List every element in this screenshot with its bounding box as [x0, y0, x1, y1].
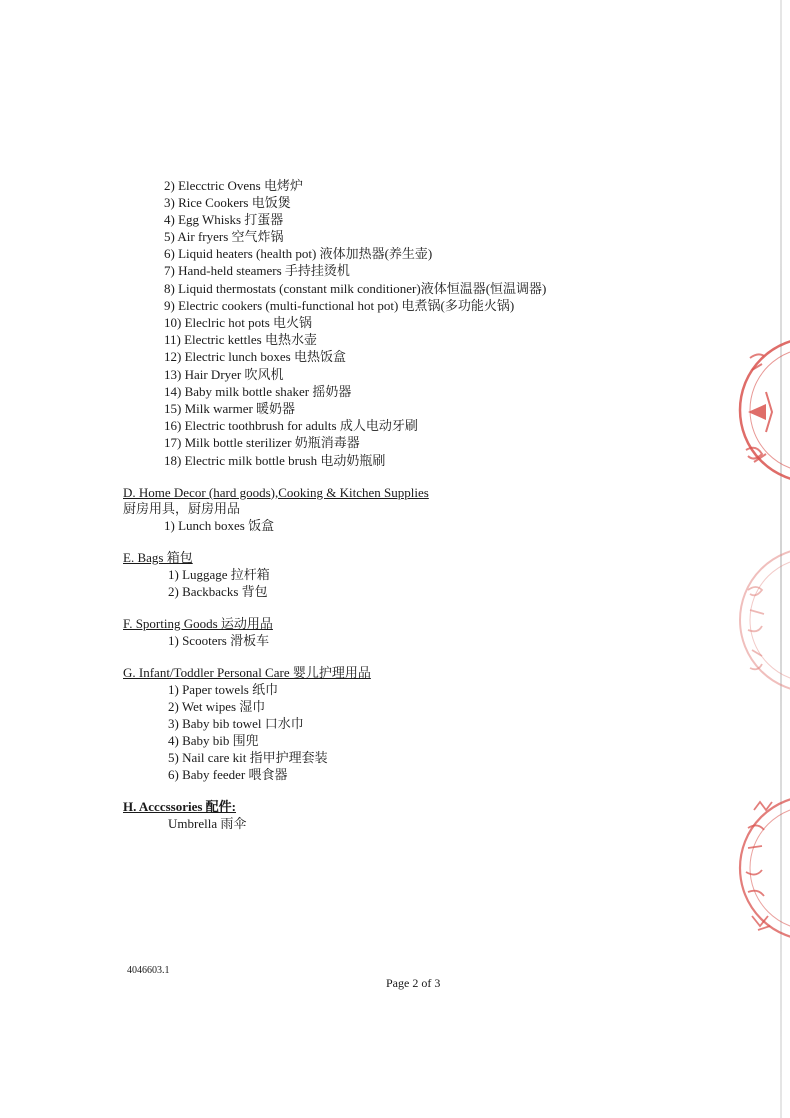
list-item: 15) Milk warmer 暖奶器	[164, 401, 296, 416]
list-item: 11) Electric kettles 电热水壶	[164, 332, 317, 347]
list-item: 3) Rice Cookers 电饭煲	[164, 195, 291, 210]
list-item: 7) Hand-held steamers 手持挂烫机	[164, 263, 350, 278]
list-item: 4) Baby bib 围兜	[168, 733, 259, 748]
list-item: 2) Wet wipes 湿巾	[168, 699, 266, 714]
list-item: 5) Air fryers 空气炸锅	[164, 229, 284, 244]
list-item: 9) Electric cookers (multi-functional hot pot) 电煮锅(多功能火锅)	[164, 298, 515, 313]
list-item: 14) Baby milk bottle shaker 摇奶器	[164, 384, 352, 399]
list-item: 2) Backbacks 背包	[168, 584, 268, 599]
list-item: 3) Baby bib towel 口水巾	[168, 716, 304, 731]
section-g-heading: G. Infant/Toddler Personal Care 婴儿护理用品	[123, 665, 371, 680]
list-item: 5) Nail care kit 指甲护理套装	[168, 750, 328, 765]
page-number: Page 2 of 3	[386, 976, 441, 990]
list-item: 10) Eleclric hot pots 电火锅	[164, 315, 313, 330]
list-item: Umbrella 雨伞	[168, 816, 247, 831]
list-item: 12) Electric lunch boxes 电热饭盒	[164, 349, 346, 364]
seal-stamp	[732, 330, 790, 490]
seal-stamp	[732, 788, 790, 948]
list-item: 1) Luggage 拉杆箱	[168, 567, 270, 582]
list-item: 13) Hair Dryer 吹风机	[164, 367, 284, 382]
seal-stamp	[732, 540, 790, 700]
list-item: 8) Liquid thermostats (constant milk conditioner)液体恒温器(恒温调器)	[164, 281, 547, 296]
list-item: 17) Milk bottle sterilizer 奶瓶消毒器	[164, 435, 360, 450]
list-item: 1) Paper towels 纸巾	[168, 682, 279, 697]
section-h-heading: H. Acccssories 配件:	[123, 799, 237, 814]
section-f-heading: F. Sporting Goods 运动用品	[123, 616, 273, 631]
section-e-heading: E. Bags 箱包	[123, 550, 193, 565]
section-d-subtitle: 厨房用具，厨房用品	[123, 501, 241, 516]
list-item: 18) Electric milk bottle brush 电动奶瓶刷	[164, 453, 386, 468]
list-item: 16) Electric toothbrush for adults 成人电动牙刷	[164, 418, 418, 433]
list-item: 1) Lunch boxes 饭盒	[164, 518, 275, 533]
list-item: 1) Scooters 滑板车	[168, 633, 270, 648]
list-item: 4) Egg Whisks 打蛋器	[164, 212, 284, 227]
document-reference: 4046603.1	[127, 965, 170, 976]
list-item: 6) Liquid heaters (health pot) 液体加热器(养生壶)	[164, 246, 433, 261]
section-d-heading: D. Home Decor (hard goods),Cooking & Kitchen Supplies	[123, 485, 429, 500]
list-item: 6) Baby feeder 喂食器	[168, 767, 288, 782]
list-item: 2) Elecctric Ovens 电烤炉	[164, 178, 303, 193]
